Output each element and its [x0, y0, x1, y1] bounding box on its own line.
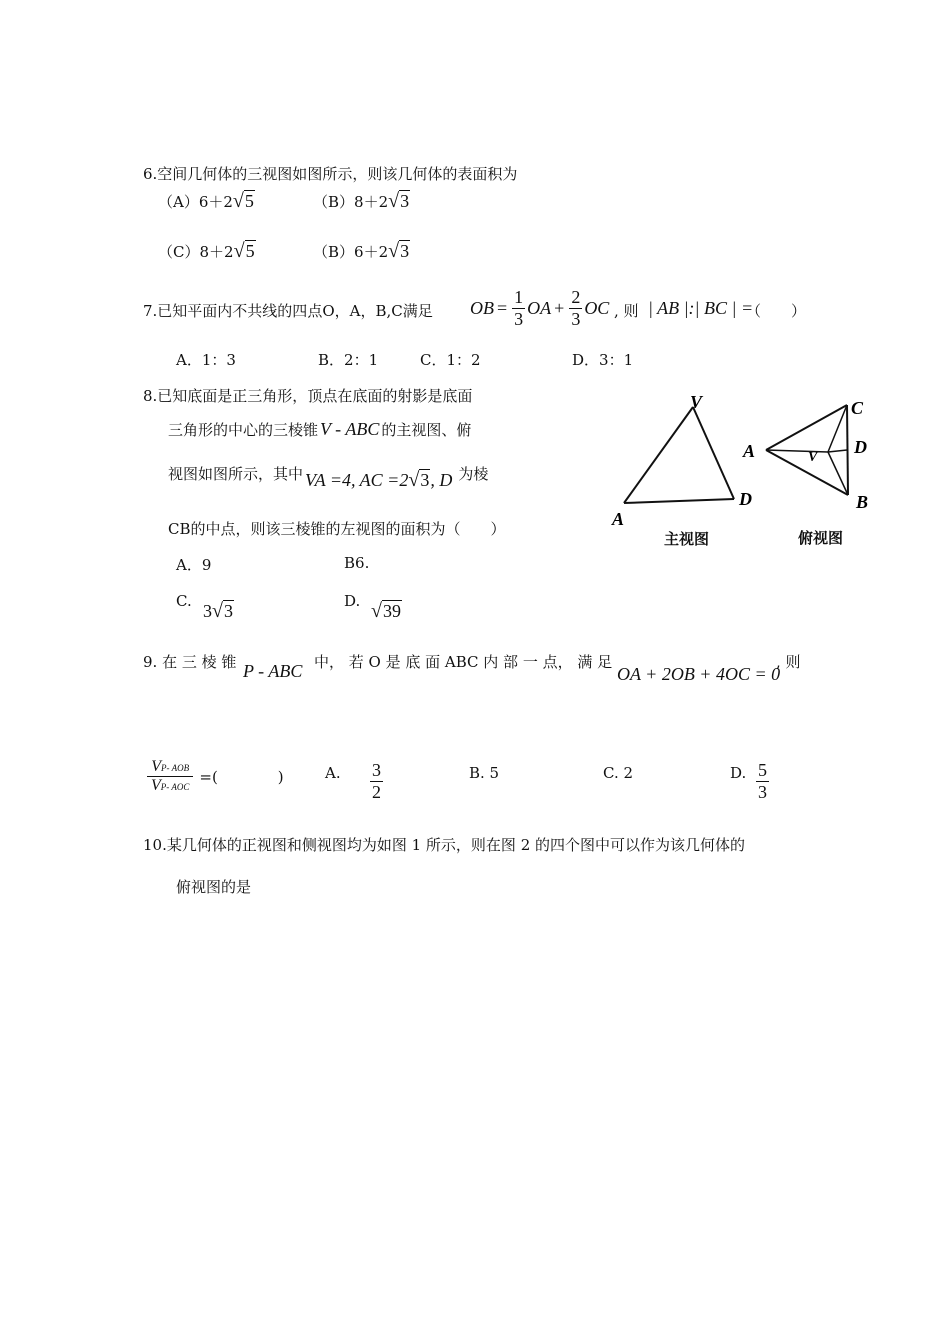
q8-line-3: 视图如图所示，其中 VA =4, AC =2√3, D 为棱: [168, 465, 489, 491]
q9-option-d-label: D.: [730, 764, 747, 782]
q7-equals: =: [497, 297, 508, 318]
q9-option-d-value: $\frac{5}{3}$: [758, 760, 767, 802]
top-view-caption: 俯视图: [798, 529, 844, 547]
front-label-v: V: [690, 392, 703, 412]
q6-option-a-text: （A）6＋2: [158, 193, 233, 211]
q8-option-b: B6.: [344, 554, 370, 572]
q9-option-a-label: A.: [325, 764, 341, 782]
q7-ob: OB: [470, 297, 494, 318]
q9-option-c: C. 2: [603, 764, 634, 782]
q6-option-d-text: （B）6＋2: [313, 243, 389, 261]
q8-pyramid-name: V - ABC: [320, 419, 380, 439]
q10-line-1: 10.某几何体的正视图和侧视图均为如图 1 所示，则在图 2 的四个图中可以作为该几何体的: [143, 836, 746, 854]
q6-option-c-text: （C）8＋2: [158, 243, 234, 261]
q10-line-2: 俯视图的是: [176, 878, 252, 896]
q7-plus: +: [554, 297, 565, 318]
q9-pyramid-name: P - ABC: [243, 661, 303, 681]
q7-then: , 则: [614, 302, 639, 320]
q9-stem-pre: 9. 在 三 棱 锥: [143, 653, 237, 671]
q6-option-d-radical: √3: [388, 240, 410, 262]
q7-stem: 7.已知平面内不共线的四点O，A，B,C满足: [143, 302, 433, 320]
q8-option-c-value: 3√3: [203, 600, 233, 622]
q7-option-b: B．2：1: [318, 351, 379, 369]
q9-answer-paren: =( ): [199, 768, 284, 787]
q8-option-a: A．9: [176, 556, 212, 574]
q8-line-2: 三角形的中心的三棱锥 V - ABC 的主视图、俯: [168, 419, 472, 439]
q9-then: , 则: [776, 653, 801, 671]
front-view-figure: [611, 392, 752, 529]
q6-option-b-radical: √3: [388, 190, 410, 212]
q7-ratio: | AB |:| BC | =: [648, 298, 754, 318]
q6-option-a: [158, 190, 255, 213]
q6-option-d: [313, 240, 410, 263]
q6-option-c-radical: √5: [233, 240, 255, 262]
top-label-c: C: [851, 398, 864, 418]
q8-option-c-label: C.: [176, 592, 192, 610]
q9-stem-mid: 中， 若 O 是 底 面 ABC 内 部 一 点， 满 足: [314, 653, 613, 671]
q9-option-a-value: $\frac{3}{2}$: [372, 760, 381, 802]
front-label-a: A: [612, 509, 625, 529]
q8-line-1: 8.已知底面是正三角形，顶点在底面的射影是底面: [143, 387, 473, 405]
q8-option-d-label: D.: [344, 592, 361, 610]
q9-option-b: B. 5: [469, 764, 500, 782]
q8-line-4: CB的中点，则该三棱锥的左视图的面积为（ ）: [168, 520, 506, 538]
q6-option-c: [158, 240, 256, 263]
top-label-v: V: [808, 450, 818, 465]
q8-figures: [600, 390, 890, 560]
top-label-b: B: [856, 492, 869, 512]
q6-option-b: [313, 190, 410, 213]
q7-oa: OA: [527, 297, 552, 318]
q8-option-d-value: √39: [371, 600, 401, 622]
q7-fraction-one-third: $\frac{1}{3}$: [514, 287, 524, 329]
q7-oc: OC: [584, 297, 610, 318]
q7-option-c: C．1：2: [420, 351, 481, 369]
front-label-d: D: [739, 489, 752, 509]
q7-answer-paren: （ ）: [746, 302, 807, 320]
q7-option-a: A．1：3: [176, 351, 236, 369]
q6-stem: 6.空间几何体的三视图如图所示，则该几何体的表面积为: [143, 165, 518, 183]
q6-option-b-text: （B）8＋2: [313, 193, 389, 211]
q9-vector-equation: OA + 2OB + 4OC = 0: [617, 664, 781, 684]
q8-conditions: VA =4, AC =2√3, D: [305, 469, 453, 491]
front-view-caption: 主视图: [664, 530, 710, 548]
q7-option-d: D．3：1: [572, 351, 634, 369]
top-label-d: D: [854, 437, 867, 457]
q9-volume-ratio: $\frac{\text{VP- AOB}}{\text{VP- AOC}}$ =( ): [145, 758, 284, 796]
q7-fraction-two-thirds: $\frac{2}{3}$: [571, 287, 581, 329]
top-view-figure: [742, 398, 868, 512]
q7-vector-equation: [470, 287, 609, 329]
top-label-a: A: [743, 441, 756, 461]
q6-option-a-radical: √5: [232, 190, 254, 212]
